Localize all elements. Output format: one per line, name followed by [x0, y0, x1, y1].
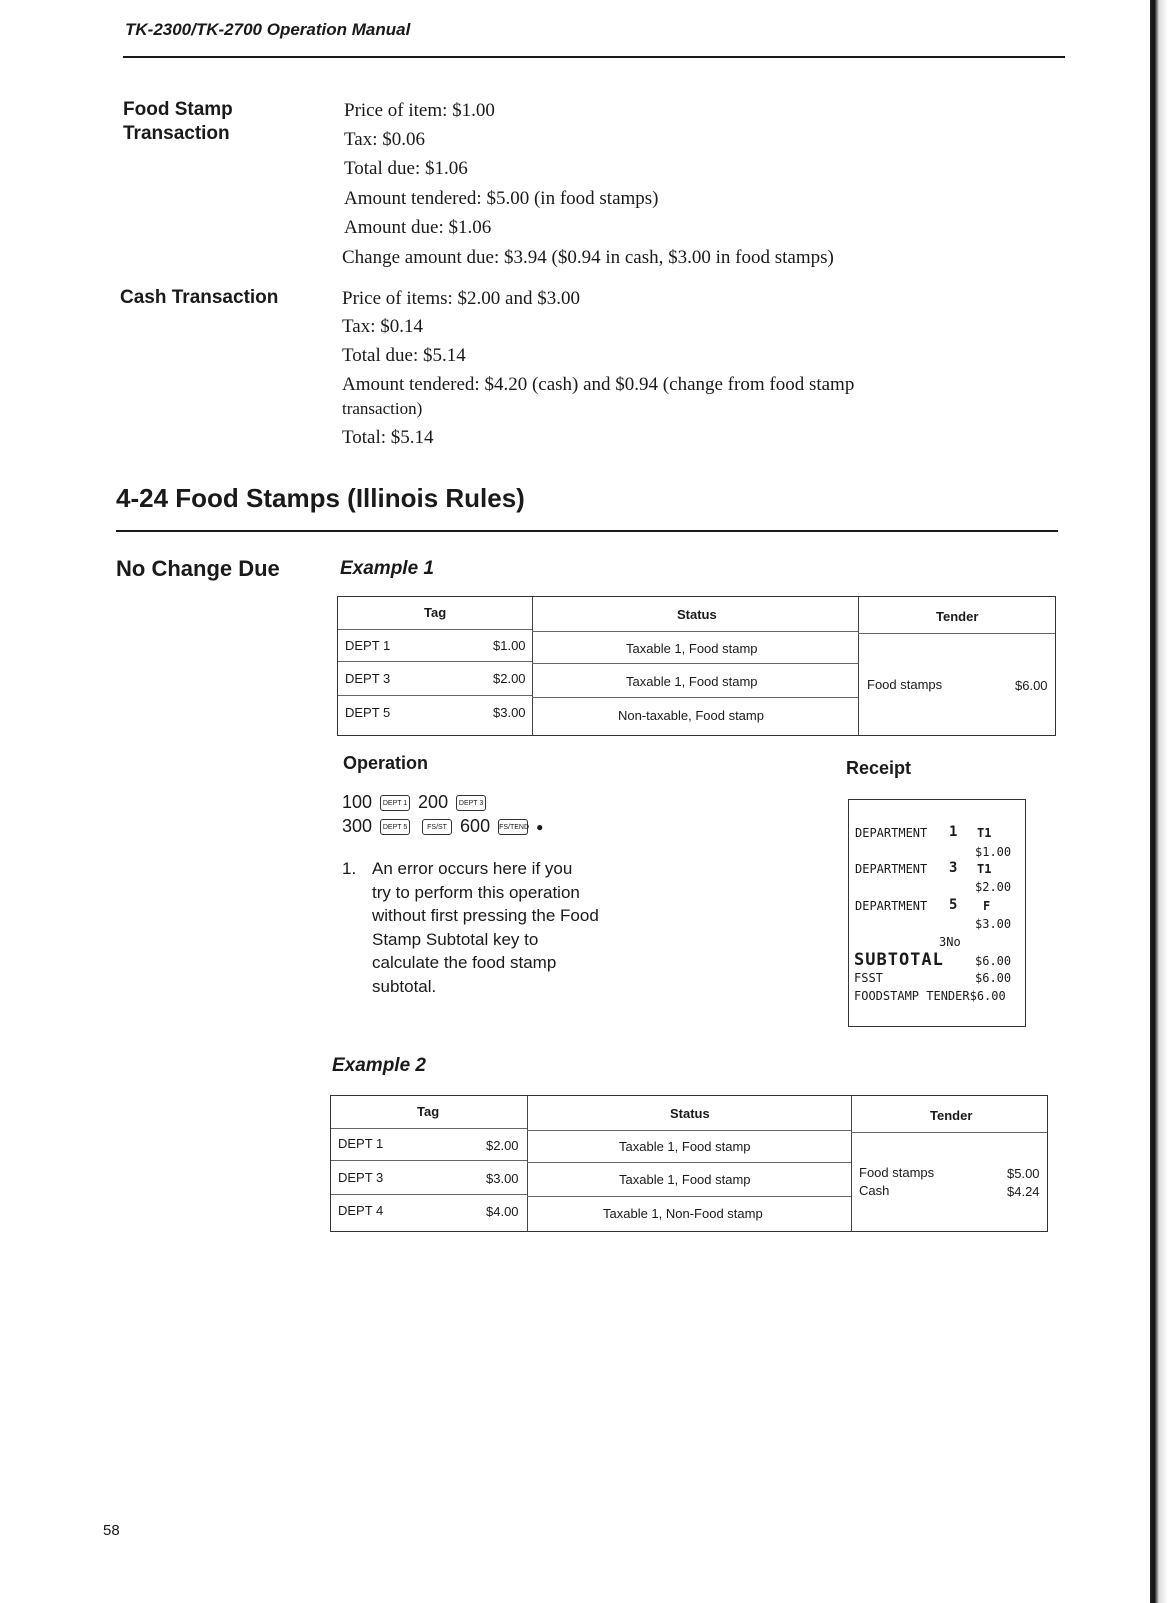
food-stamp-transaction-body: [344, 100, 1044, 280]
tender-amount: $6.00: [1015, 678, 1048, 693]
row-status: Non-taxable, Food stamp: [618, 708, 764, 723]
receipt-item-flag: T1: [977, 862, 992, 876]
table-rule: [331, 1194, 527, 1195]
row-status: Taxable 1, Non-Food stamp: [603, 1206, 763, 1221]
table-rule: [532, 631, 858, 632]
fs-tender-key-icon: FS/TEND: [498, 819, 528, 835]
row-price: $3.00: [493, 705, 526, 720]
table-divider: [532, 597, 533, 735]
fs-line: Price of item: $1.00: [344, 100, 495, 121]
receipt-item-amount: $1.00: [975, 845, 1012, 859]
entry-amount: 200: [418, 792, 449, 812]
section-title: 4-24 Food Stamps (Illinois Rules): [116, 483, 525, 513]
cash-transaction-body: [342, 288, 1042, 458]
col-header-tag: Tag: [417, 1104, 440, 1119]
food-stamp-label-line2: Transaction: [123, 123, 230, 144]
cash-line: Price of items: $2.00 and $3.00: [342, 288, 580, 309]
table-rule: [532, 663, 858, 664]
note-line: without first pressing the Food: [372, 906, 599, 925]
row-status: Taxable 1, Food stamp: [619, 1139, 751, 1154]
operation-sequence-line1: [342, 792, 490, 813]
section-rule: [116, 530, 1058, 532]
row-dept: DEPT 1: [338, 1136, 384, 1151]
note-line: calculate the food stamp: [372, 953, 557, 972]
table-rule: [532, 697, 858, 698]
note-bullet-icon: ●: [536, 819, 544, 834]
receipt-item-count: 3No: [939, 935, 961, 949]
tender-label: Food stamps: [859, 1165, 935, 1180]
table-rule: [527, 1130, 851, 1131]
tender-label: Food stamps: [867, 677, 943, 692]
page-binding-edge: [1138, 0, 1168, 1603]
receipt-heading: Receipt: [846, 758, 912, 778]
table-rule: [851, 1132, 1047, 1133]
table-rule: [858, 633, 1055, 634]
col-header-status: Status: [670, 1106, 710, 1121]
row-dept: DEPT 1: [345, 638, 391, 653]
row-price: $2.00: [486, 1138, 519, 1153]
table-divider: [527, 1096, 528, 1231]
table-rule: [527, 1162, 851, 1163]
dept-key-icon: DEPT 5: [380, 819, 410, 835]
entry-amount: 100: [342, 792, 373, 812]
header-rule: [123, 56, 1065, 58]
fs-line: Tax: $0.06: [344, 129, 425, 150]
table-divider: [858, 597, 859, 735]
operation-sequence-line2: [342, 816, 543, 837]
row-dept: DEPT 3: [338, 1170, 384, 1185]
example2-table: [330, 1095, 1048, 1232]
operation-heading: Operation: [343, 753, 429, 773]
table-rule: [338, 661, 532, 662]
tender-amount: $4.24: [1007, 1184, 1040, 1199]
col-header-tender: Tender: [936, 609, 979, 624]
note-number: 1.: [342, 859, 357, 878]
fs-line: Total due: $1.06: [344, 158, 468, 179]
note-line: subtotal.: [372, 976, 437, 996]
entry-amount: 300: [342, 816, 373, 836]
receipt-item-num: 3: [949, 860, 958, 876]
col-header-status: Status: [677, 607, 717, 622]
row-dept: DEPT 5: [345, 705, 391, 720]
col-header-tag: Tag: [424, 605, 447, 620]
tender-amount: $5.00: [1007, 1166, 1040, 1181]
cash-transaction-label: Cash Transaction: [120, 287, 279, 308]
note-line: Stamp Subtotal key to: [372, 929, 539, 949]
note-line: An error occurs here if you: [372, 859, 573, 878]
example2-title: Example 2: [332, 1055, 426, 1076]
row-status: Taxable 1, Food stamp: [626, 641, 758, 656]
fs-subtotal-key-icon: FS/ST: [422, 819, 452, 835]
receipt: [848, 799, 1026, 1027]
receipt-item-name: DEPARTMENT: [855, 899, 928, 913]
receipt-item-num: 5: [949, 897, 958, 913]
cash-line: Amount tendered: $4.20 (cash) and $0.94 (change from food stamp: [342, 374, 855, 395]
example1-title: Example 1: [340, 558, 434, 579]
food-stamp-transaction-label: [123, 98, 233, 146]
receipt-tender-line: FOODSTAMP TENDER$6.00: [854, 989, 1006, 1003]
row-status: Taxable 1, Food stamp: [619, 1172, 751, 1187]
table-divider: [851, 1096, 852, 1231]
running-header: TK-2300/TK-2700 Operation Manual: [125, 20, 411, 39]
receipt-item-amount: $3.00: [975, 917, 1012, 931]
row-dept: DEPT 3: [345, 671, 391, 686]
col-header-tender: Tender: [930, 1108, 973, 1123]
fs-line: Amount due: $1.06: [344, 217, 492, 238]
table-rule: [527, 1196, 851, 1197]
operation-note: [372, 857, 632, 998]
row-price: $3.00: [486, 1171, 519, 1186]
row-price: $2.00: [493, 671, 526, 686]
receipt-fsst-amount: $6.00: [975, 971, 1012, 985]
receipt-item-flag: T1: [977, 826, 992, 840]
fs-line: Amount tendered: $5.00 (in food stamps): [344, 188, 659, 209]
row-price: $1.00: [493, 638, 526, 653]
row-price: $4.00: [486, 1204, 519, 1219]
cash-line: Total due: $5.14: [342, 345, 466, 366]
dept-key-icon: DEPT 1: [380, 795, 410, 811]
receipt-item-name: DEPARTMENT: [855, 826, 928, 840]
table-rule: [338, 695, 532, 696]
page-number: 58: [103, 1522, 120, 1539]
receipt-item-flag: F: [983, 899, 991, 913]
cash-line: Tax: $0.14: [342, 316, 423, 337]
receipt-fsst-label: FSST: [854, 971, 883, 985]
table-rule: [331, 1128, 527, 1129]
note-line: try to perform this operation: [372, 882, 580, 902]
fs-line: Change amount due: $3.94 ($0.94 in cash, $3.00 in food stamps): [342, 247, 834, 268]
dept-key-icon: DEPT 3: [456, 795, 486, 811]
receipt-item-amount: $2.00: [975, 880, 1012, 894]
example1-table: [337, 596, 1056, 736]
row-dept: DEPT 4: [338, 1203, 384, 1218]
section-subheading: No Change Due: [116, 556, 280, 581]
table-rule: [331, 1160, 527, 1161]
tender-label: Cash: [859, 1183, 890, 1198]
table-rule: [338, 629, 532, 630]
receipt-subtotal-label: SUBTOTAL: [854, 950, 944, 970]
cash-line: Total: $5.14: [342, 427, 434, 448]
receipt-item-num: 1: [949, 824, 958, 840]
row-status: Taxable 1, Food stamp: [626, 674, 758, 689]
cash-line: transaction): [342, 399, 423, 418]
receipt-subtotal-amount: $6.00: [975, 954, 1012, 968]
receipt-item-name: DEPARTMENT: [855, 862, 928, 876]
entry-amount: 600: [460, 816, 491, 836]
food-stamp-label-line1: Food Stamp: [123, 99, 233, 120]
